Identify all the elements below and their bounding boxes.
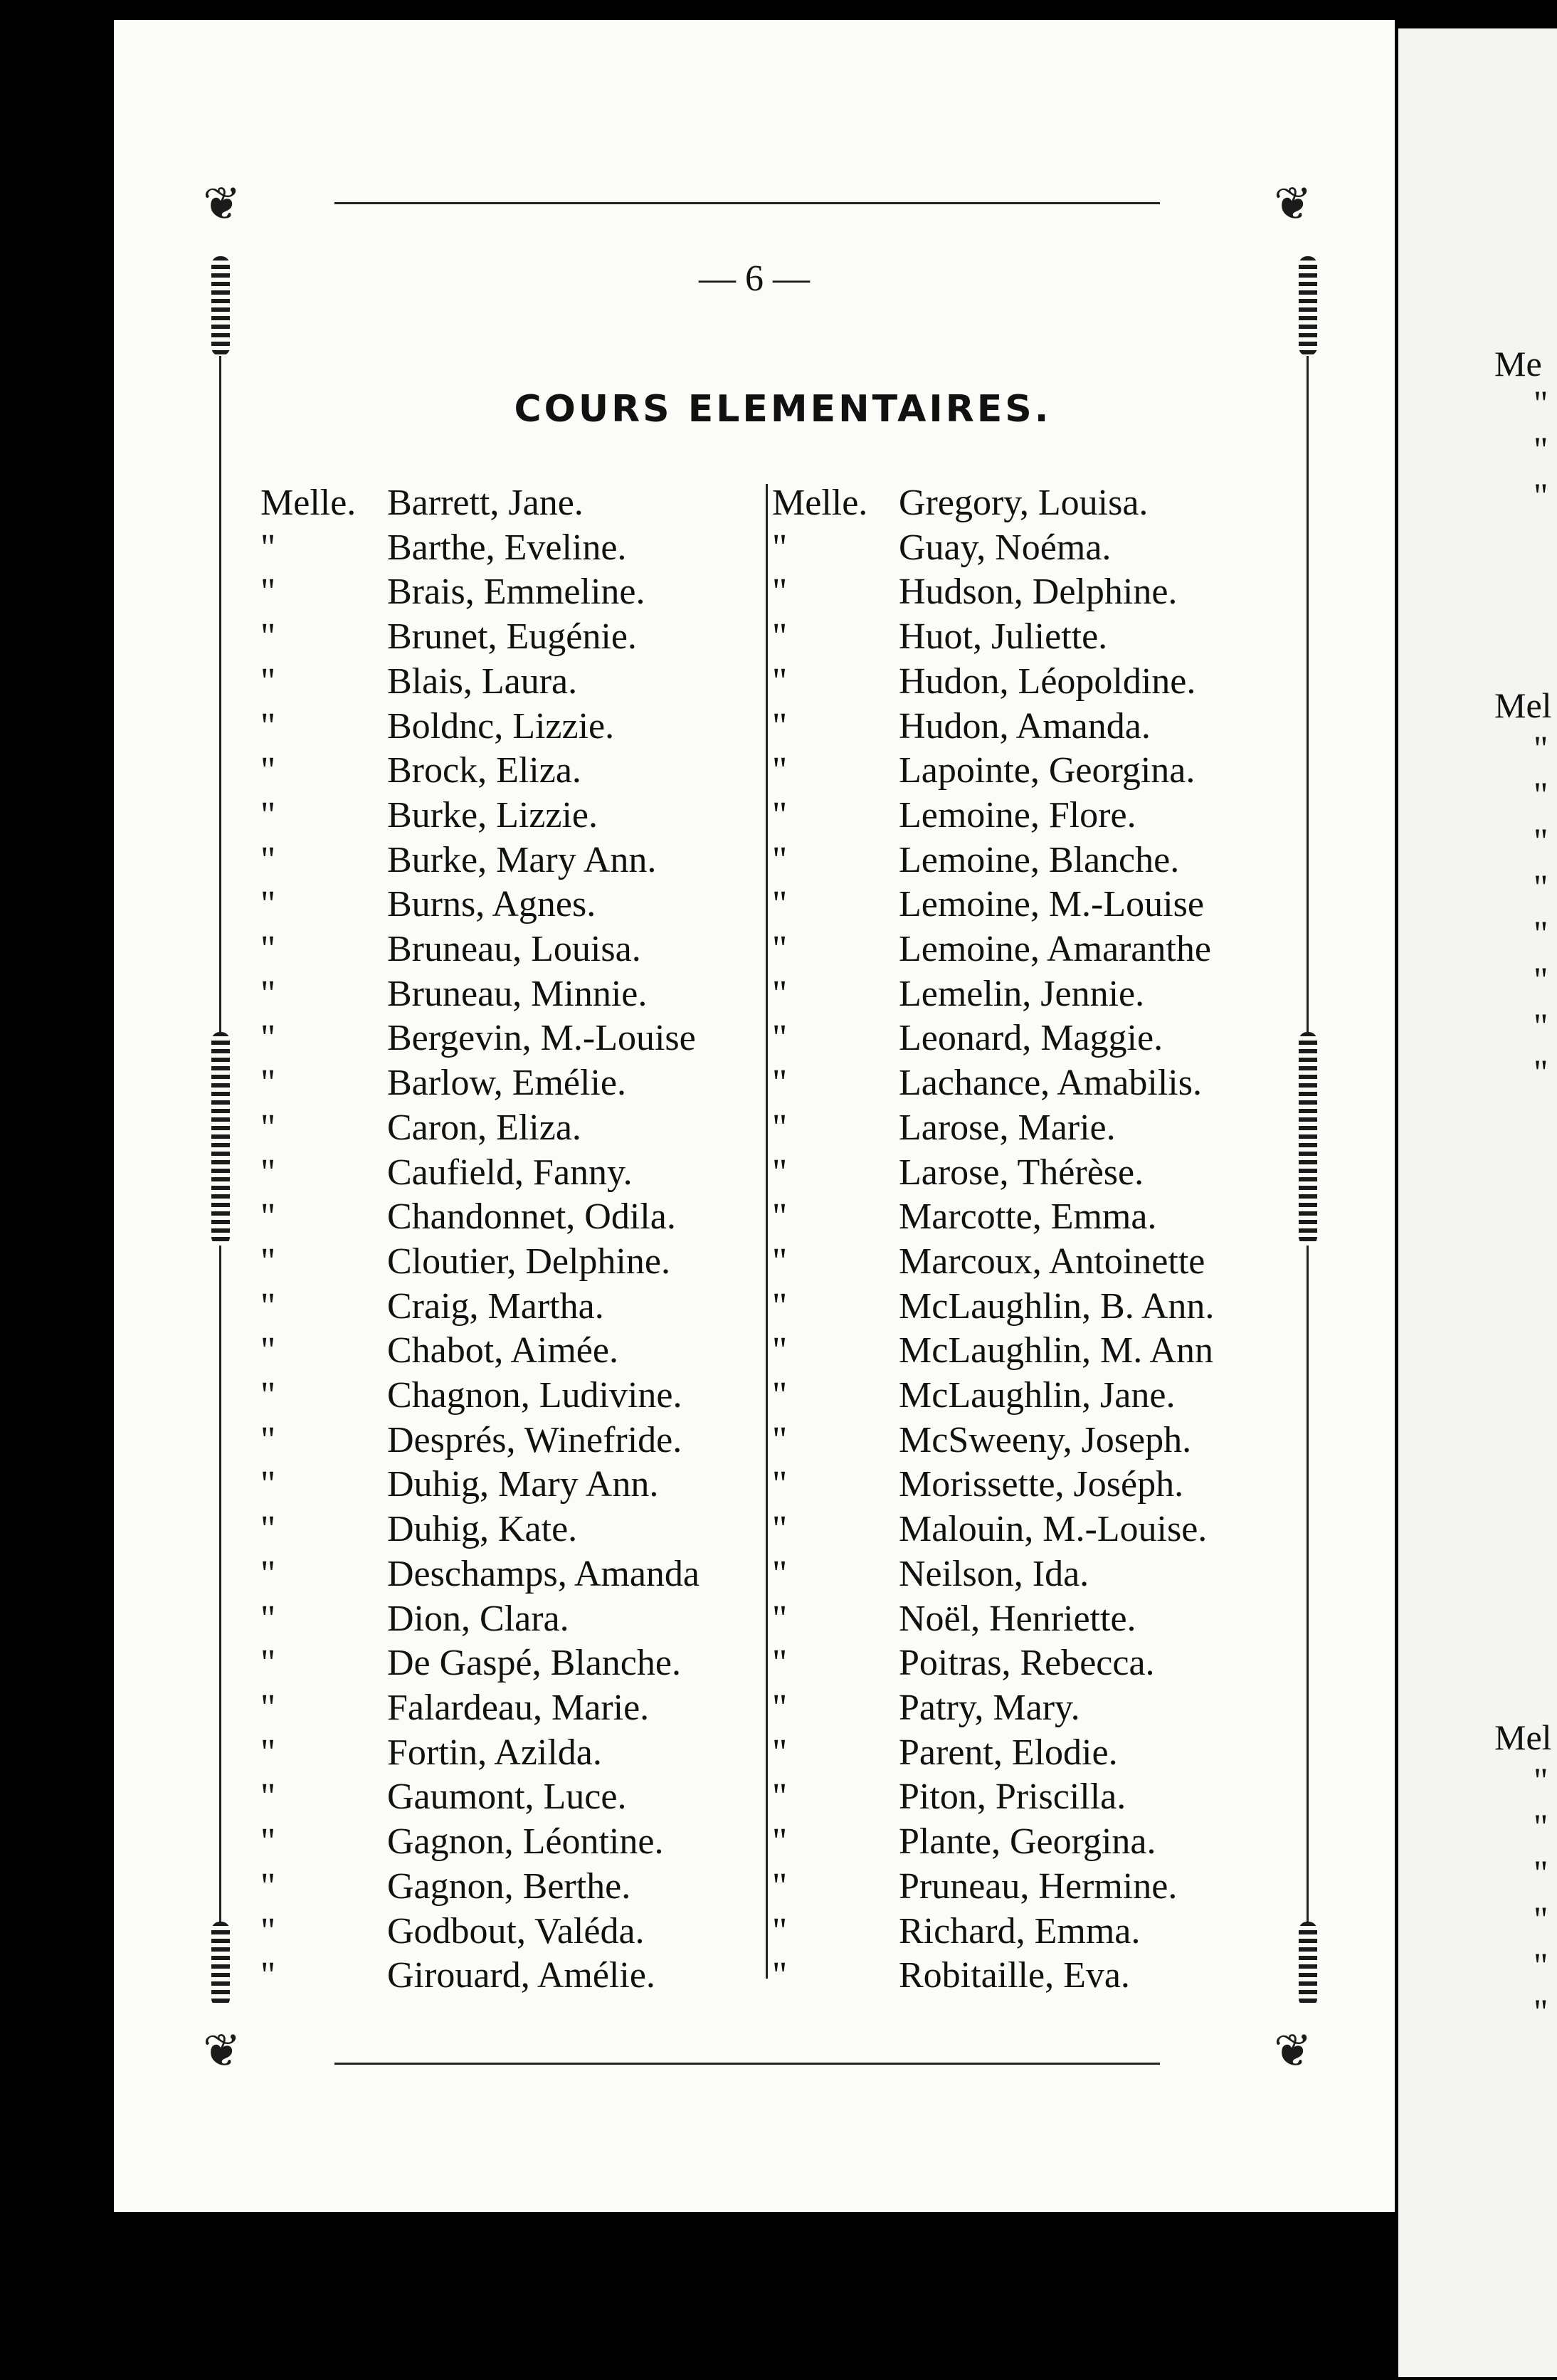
peek-fragment: " — [1534, 1991, 1548, 2031]
entry-name: Barrett, Jane. — [387, 483, 584, 523]
name-entry — [772, 1285, 1313, 1329]
name-entry — [772, 1820, 1313, 1865]
entry-name: Caufield, Fanny. — [387, 1152, 633, 1193]
peek-fragment: " — [1534, 728, 1548, 768]
entry-name: Boldnc, Lizzie. — [387, 705, 615, 747]
entry-prefix: " — [260, 1910, 276, 1952]
entry-name: Parent, Elodie. — [899, 1732, 1118, 1773]
entry-name: Hudon, Amanda. — [899, 705, 1151, 747]
peek-fragment: " — [1534, 1006, 1548, 1046]
entry-prefix: " — [260, 1107, 276, 1148]
name-entry — [260, 481, 801, 526]
name-entry — [260, 1954, 801, 1999]
entry-name: Barthe, Eveline. — [387, 527, 627, 568]
name-entry — [260, 1061, 801, 1106]
entry-name: Hudon, Léopoldine. — [899, 660, 1196, 702]
entry-prefix: " — [772, 1732, 788, 1773]
entry-prefix: " — [260, 1152, 276, 1193]
entry-prefix: " — [260, 1285, 276, 1327]
name-entry — [260, 705, 801, 749]
entry-prefix: " — [260, 616, 276, 658]
entry-prefix: " — [260, 527, 276, 568]
name-entry — [772, 927, 1313, 972]
peek-fragment: " — [1534, 1760, 1548, 1800]
entry-prefix: " — [772, 1910, 788, 1952]
peek-fragment: " — [1534, 1052, 1548, 1092]
name-entry — [260, 1641, 801, 1686]
entry-name: Marcotte, Emma. — [899, 1196, 1157, 1238]
name-entry — [772, 1016, 1313, 1061]
name-entry — [260, 1910, 801, 1954]
name-entry — [772, 1463, 1313, 1507]
entry-prefix: " — [772, 1687, 788, 1728]
entry-name: Barlow, Emélie. — [387, 1063, 626, 1104]
entry-prefix: " — [772, 616, 788, 658]
entry-prefix: " — [772, 1063, 788, 1104]
entry-name: Girouard, Amélie. — [387, 1955, 655, 1996]
name-entry — [260, 1106, 801, 1151]
name-entry — [260, 1686, 801, 1731]
entry-name: Lemoine, Amaranthe — [899, 929, 1211, 970]
entry-name: Chabot, Aimée. — [387, 1330, 618, 1371]
name-entry — [260, 526, 801, 571]
entry-prefix: " — [772, 1464, 788, 1505]
entry-name: Fortin, Azilda. — [387, 1732, 602, 1773]
peek-fragment: " — [1534, 1945, 1548, 1985]
entry-prefix: " — [772, 973, 788, 1014]
entry-name: Malouin, M.-Louise. — [899, 1509, 1208, 1550]
entry-name: Brock, Eliza. — [387, 750, 581, 791]
entry-prefix: " — [772, 1598, 788, 1639]
entry-prefix: " — [772, 1241, 788, 1282]
name-entry — [772, 883, 1313, 927]
page-number: — 6 — — [699, 258, 810, 299]
name-entry — [260, 615, 801, 660]
entry-prefix: " — [260, 660, 276, 702]
name-entry — [260, 838, 801, 883]
entry-name: Patry, Mary. — [899, 1687, 1080, 1728]
entry-name: Guay, Noéma. — [899, 527, 1112, 568]
name-entry — [772, 660, 1313, 705]
name-entry — [772, 1061, 1313, 1106]
entry-name: Després, Winefride. — [387, 1419, 682, 1460]
name-entry — [772, 1374, 1313, 1418]
name-entry — [772, 1240, 1313, 1285]
peek-fragment: " — [1534, 429, 1548, 469]
right-name-column — [772, 481, 1313, 1999]
name-entry — [772, 1910, 1313, 1954]
peek-fragment: Mel — [1494, 1717, 1552, 1757]
entry-prefix: " — [260, 794, 276, 836]
name-entry — [260, 1285, 801, 1329]
name-entry — [772, 972, 1313, 1017]
entry-prefix: " — [772, 1509, 788, 1550]
entry-name: Chagnon, Ludivine. — [387, 1375, 682, 1416]
entry-name: Burns, Agnes. — [387, 884, 596, 925]
peek-fragment: " — [1534, 475, 1548, 515]
entry-prefix: " — [260, 1955, 276, 1996]
corner-ornament-icon: ❦ — [203, 2025, 241, 2078]
entry-prefix: " — [772, 1955, 788, 1996]
entry-name: Lapointe, Georgina. — [899, 750, 1196, 791]
name-entry — [260, 794, 801, 838]
corner-ornament-icon: ❦ — [203, 178, 241, 231]
entry-name: Blais, Laura. — [387, 660, 578, 702]
peek-fragment: " — [1534, 774, 1548, 814]
entry-name: Plante, Georgina. — [899, 1821, 1156, 1863]
peek-fragment: " — [1534, 383, 1548, 423]
entry-name: Gagnon, Léontine. — [387, 1821, 664, 1863]
entry-name: Caron, Eliza. — [387, 1107, 581, 1148]
name-entry — [772, 1552, 1313, 1597]
entry-prefix: " — [260, 1509, 276, 1550]
entry-prefix: " — [260, 1375, 276, 1416]
entry-name: Marcoux, Antoinette — [899, 1241, 1205, 1282]
entry-name: Bergevin, M.-Louise — [387, 1018, 696, 1059]
entry-prefix: " — [260, 1776, 276, 1818]
name-entry — [260, 1552, 801, 1597]
name-entry — [772, 1418, 1313, 1463]
entry-name: Gagnon, Berthe. — [387, 1865, 631, 1907]
entry-name: McSweeny, Joseph. — [899, 1419, 1192, 1460]
entry-prefix: " — [772, 1776, 788, 1818]
entry-prefix: " — [772, 1419, 788, 1460]
name-entry — [260, 1329, 801, 1374]
name-entry — [260, 927, 801, 972]
name-entry — [772, 838, 1313, 883]
entry-name: Leonard, Maggie. — [899, 1018, 1163, 1059]
entry-prefix: " — [772, 660, 788, 702]
name-entry — [260, 883, 801, 927]
entry-prefix: " — [260, 1687, 276, 1728]
name-entry — [772, 1597, 1313, 1642]
entry-name: Craig, Martha. — [387, 1285, 604, 1327]
entry-name: Cloutier, Delphine. — [387, 1241, 670, 1282]
entry-name: Lemoine, Flore. — [899, 794, 1136, 836]
peek-fragment: " — [1534, 1899, 1548, 1939]
entry-name: Richard, Emma. — [899, 1910, 1141, 1952]
name-entry — [772, 526, 1313, 571]
entry-prefix: " — [260, 572, 276, 613]
entry-prefix: " — [260, 1330, 276, 1371]
name-entry — [772, 749, 1313, 794]
peek-fragment: " — [1534, 867, 1548, 907]
entry-prefix: " — [260, 705, 276, 747]
name-entry — [260, 1418, 801, 1463]
entry-prefix: " — [772, 1107, 788, 1148]
entry-name: McLaughlin, M. Ann — [899, 1330, 1213, 1371]
entry-prefix: " — [772, 1330, 788, 1371]
name-entry — [260, 1597, 801, 1642]
peek-fragment: " — [1534, 821, 1548, 860]
entry-prefix: " — [260, 884, 276, 925]
entry-prefix: " — [260, 1018, 276, 1059]
entry-name: Gaumont, Luce. — [387, 1776, 627, 1818]
entry-name: Lemoine, Blanche. — [899, 839, 1180, 880]
entry-prefix: " — [260, 1419, 276, 1460]
name-entry — [260, 1016, 801, 1061]
entry-prefix: Melle. — [772, 483, 868, 523]
entry-prefix: " — [260, 750, 276, 791]
name-entry — [772, 570, 1313, 615]
entry-prefix: " — [260, 1553, 276, 1594]
name-entry — [260, 1820, 801, 1865]
name-entry — [260, 1731, 801, 1776]
entry-name: Brais, Emmeline. — [387, 572, 645, 613]
name-entry — [772, 1775, 1313, 1820]
entry-prefix: " — [260, 1598, 276, 1639]
frame-top-rule — [334, 202, 1160, 204]
entry-name: McLaughlin, Jane. — [899, 1375, 1176, 1416]
peek-fragment: " — [1534, 913, 1548, 953]
entry-name: Bruneau, Minnie. — [387, 973, 648, 1014]
name-entry — [772, 1329, 1313, 1374]
name-entry — [772, 1686, 1313, 1731]
name-entry — [772, 1954, 1313, 1999]
entry-prefix: " — [772, 1152, 788, 1193]
name-entry — [260, 570, 801, 615]
entry-name: Deschamps, Amanda — [387, 1553, 700, 1594]
entry-prefix: " — [260, 839, 276, 880]
name-entry — [772, 1507, 1313, 1552]
entry-name: Burke, Lizzie. — [387, 794, 598, 836]
entry-prefix: " — [260, 1643, 276, 1684]
corner-ornament-icon: ❦ — [1274, 178, 1312, 231]
entry-prefix: " — [260, 1821, 276, 1863]
peek-fragment: Mel — [1494, 685, 1552, 725]
entry-name: Larose, Marie. — [899, 1107, 1116, 1148]
section-heading: COURS ELEMENTAIRES. — [514, 388, 1052, 431]
entry-prefix: Melle. — [260, 483, 357, 523]
entry-prefix: " — [260, 1865, 276, 1907]
peek-fragment: " — [1534, 1806, 1548, 1846]
entry-name: Poitras, Rebecca. — [899, 1643, 1155, 1684]
name-entry — [260, 660, 801, 705]
entry-name: Lemoine, M.-Louise — [899, 884, 1204, 925]
name-entry — [772, 705, 1313, 749]
entry-name: Neilson, Ida. — [899, 1553, 1089, 1594]
entry-name: Hudson, Delphine. — [899, 572, 1178, 613]
entry-name: Godbout, Valéda. — [387, 1910, 645, 1952]
name-entry — [260, 1507, 801, 1552]
entry-name: Chandonnet, Odila. — [387, 1196, 676, 1238]
entry-name: De Gaspé, Blanche. — [387, 1643, 681, 1684]
name-entry — [260, 1240, 801, 1285]
entry-prefix: " — [772, 750, 788, 791]
entry-name: Gregory, Louisa. — [899, 483, 1149, 523]
entry-prefix: " — [772, 929, 788, 970]
side-ornament-icon — [211, 1922, 230, 2007]
entry-prefix: " — [260, 1063, 276, 1104]
corner-ornament-icon: ❦ — [1274, 2025, 1312, 2078]
entry-prefix: " — [260, 1196, 276, 1238]
name-entry — [772, 1641, 1313, 1686]
entry-prefix: " — [772, 705, 788, 747]
name-entry — [772, 1731, 1313, 1776]
name-entry — [772, 1151, 1313, 1196]
name-entry — [772, 1195, 1313, 1240]
frame-bottom-rule — [334, 2063, 1160, 2065]
entry-name: Pruneau, Hermine. — [899, 1865, 1178, 1907]
entry-prefix: " — [772, 794, 788, 836]
name-entry — [772, 794, 1313, 838]
entry-name: Falardeau, Marie. — [387, 1687, 650, 1728]
entry-prefix: " — [772, 1553, 788, 1594]
entry-prefix: " — [772, 1821, 788, 1863]
entry-name: Larose, Thérèse. — [899, 1152, 1144, 1193]
name-entry — [260, 1463, 801, 1507]
entry-name: Morissette, Joséph. — [899, 1464, 1184, 1505]
name-entry — [260, 1195, 801, 1240]
entry-prefix: " — [772, 1865, 788, 1907]
name-entry — [772, 1865, 1313, 1910]
name-entry — [260, 1865, 801, 1910]
entry-prefix: " — [772, 527, 788, 568]
entry-name: Huot, Juliette. — [899, 616, 1108, 658]
name-entry — [260, 972, 801, 1017]
name-entry — [772, 481, 1313, 526]
entry-name: Robitaille, Eva. — [899, 1955, 1130, 1996]
entry-prefix: " — [260, 973, 276, 1014]
entry-prefix: " — [772, 839, 788, 880]
entry-name: Piton, Priscilla. — [899, 1776, 1126, 1818]
entry-prefix: " — [260, 1464, 276, 1505]
left-name-column — [260, 481, 801, 1999]
name-entry — [772, 615, 1313, 660]
entry-name: McLaughlin, B. Ann. — [899, 1285, 1215, 1327]
entry-prefix: " — [772, 1643, 788, 1684]
entry-prefix: " — [772, 884, 788, 925]
entry-name: Duhig, Kate. — [387, 1509, 578, 1550]
side-ornament-icon — [1299, 256, 1317, 356]
entry-name: Brunet, Eugénie. — [387, 616, 637, 658]
entry-name: Dion, Clara. — [387, 1598, 569, 1639]
name-entry — [260, 1775, 801, 1820]
column-divider — [766, 484, 768, 1979]
entry-prefix: " — [260, 1732, 276, 1773]
name-entry — [772, 1106, 1313, 1151]
entry-prefix: " — [772, 1018, 788, 1059]
side-ornament-icon — [211, 256, 230, 356]
entry-name: Noël, Henriette. — [899, 1598, 1136, 1639]
peek-fragment: " — [1534, 1853, 1548, 1892]
name-entry — [260, 1374, 801, 1418]
peek-fragment: " — [1534, 959, 1548, 999]
entry-prefix: " — [772, 1285, 788, 1327]
entry-prefix: " — [260, 929, 276, 970]
entry-prefix: " — [772, 1375, 788, 1416]
entry-name: Duhig, Mary Ann. — [387, 1464, 659, 1505]
entry-prefix: " — [772, 1196, 788, 1238]
entry-prefix: " — [772, 572, 788, 613]
peek-fragment: Me — [1494, 344, 1542, 384]
side-ornament-icon — [211, 1032, 230, 1246]
entry-prefix: " — [260, 1241, 276, 1282]
entry-name: Lemelin, Jennie. — [899, 973, 1145, 1014]
entry-name: Lachance, Amabilis. — [899, 1063, 1202, 1104]
entry-name: Bruneau, Louisa. — [387, 929, 641, 970]
name-entry — [260, 749, 801, 794]
name-entry — [260, 1151, 801, 1196]
entry-name: Burke, Mary Ann. — [387, 839, 657, 880]
